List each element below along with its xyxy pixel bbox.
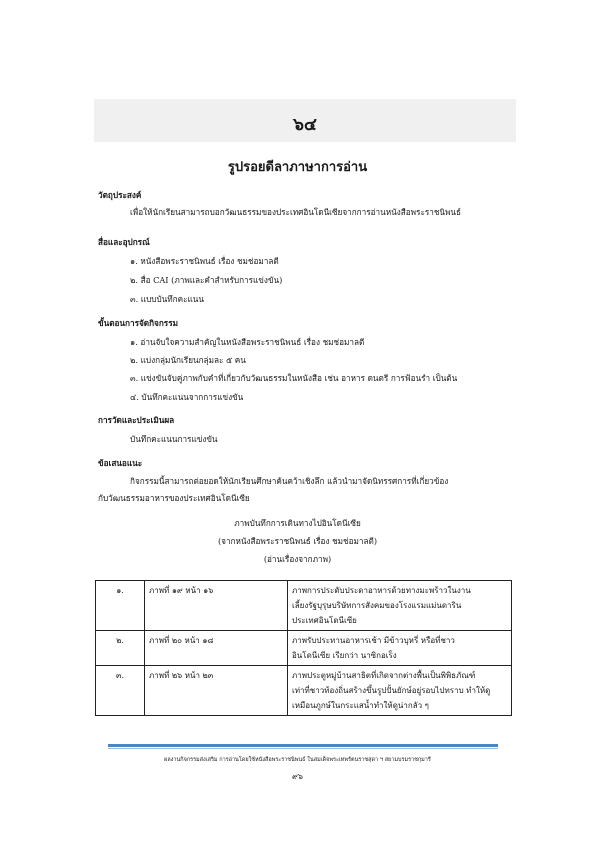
- steps-item: ๓. แข่งขันจับคู่ภาพกับคำที่เกี่ยวกับวัฒนธรรมในหนังสือ เช่น อาหาร ดนตรี การฟ้อนรำ เป็นต้น: [130, 373, 458, 383]
- table-row: [96, 631, 512, 666]
- row-description-line: เท่าที่ชาวท้องถิ่นสร้างขึ้นรูปปั้นยักษ์อยู่รอบไปทราบ ทำให้ดู: [292, 686, 491, 695]
- table-caption-line: (จากหนังสือพระราชนิพนธ์ เรื่อง ชมช่อมาลตี): [217, 536, 378, 546]
- steps-item: ๑. อ่านจับใจความสำคัญในหนังสือพระราชนิพนธ์ เรื่อง ชมช่อมาลตี: [130, 337, 365, 347]
- row-description-line: ภาพประตูหมู่บ้านสาธิตที่เกิดจากต่างพื้นเป็นพิพิธภัณฑ์: [292, 671, 476, 680]
- steps-item: ๔. บันทึกคะแนนจากการแข่งขัน: [130, 392, 244, 402]
- row-description-line: ภาพการประดับประดาอาหารด้วยทางมะพร้าวในงาน: [292, 586, 471, 595]
- photo-log-table: [95, 580, 512, 716]
- table-caption-line: ภาพบันทึกการเดินทางไปอินโดนีเซีย: [234, 518, 361, 528]
- row-description: [288, 581, 512, 631]
- row-number: ๒.: [96, 631, 145, 666]
- document-title: รูปรอยดีลาภาษาการอ่าน: [227, 160, 368, 175]
- table-row: [96, 666, 512, 716]
- row-page-ref: ภาพที่ ๑๙ หน้า ๑๖: [145, 581, 288, 631]
- suggestion-line: กับวัฒนธรรมอาหารของประเทศอินโดนีเซีย: [98, 493, 250, 503]
- row-page-ref: ภาพที่ ๒๖ หน้า ๒๓: [145, 666, 288, 716]
- row-description-line: เหมือนภูกษ์ในกระแสน้ำทำให้ดูน่ากลัว ๆ: [292, 701, 429, 710]
- row-description-line: ภาพรับประทานอาหารเช้า มีข้าวบุหรี่ หรือที่ชาว: [292, 636, 455, 645]
- objective-heading: วัตถุประสงค์: [98, 190, 142, 200]
- table-caption-line: (อ่านเรื่องจากภาพ): [263, 554, 332, 564]
- suggestion-line: กิจกรรมนี้สามารถต่อยอดให้นักเรียนศึกษาค้นคว้าเชิงลึก แล้วนำมาจัดนิทรรศการที่เกี่ยวข้อง: [130, 476, 449, 486]
- page-number-box: [94, 99, 516, 142]
- folio-number: ๙๖: [292, 772, 303, 781]
- evaluation-text: บันทึกคะแนนการแข่งขัน: [130, 434, 218, 444]
- materials-item: ๑. หนังสือพระราชนิพนธ์ เรื่อง ชมช่อมาลตี: [130, 256, 279, 266]
- row-description: [288, 631, 512, 666]
- materials-item: ๒. สื่อ CAI (ภาพและคำสำหรับการแข่งขัน): [130, 275, 283, 285]
- suggestion-heading: ข้อเสนอแนะ: [98, 458, 143, 468]
- evaluation-heading: การวัดและประเมินผล: [98, 415, 175, 425]
- row-number: ๑.: [96, 581, 145, 631]
- footer-rule: [108, 744, 498, 747]
- row-description-line: เลี้ยงรัฐบุรุษบริษัทการสังคมของโรงแรมแม่นดาริน: [292, 601, 462, 610]
- row-description: [288, 666, 512, 716]
- steps-item: ๒. แบ่งกลุ่มนักเรียนกลุ่มละ ๕ คน: [130, 355, 246, 365]
- materials-heading: สื่อและอุปกรณ์: [98, 237, 150, 247]
- row-page-ref: ภาพที่ ๒๐ หน้า ๑๘: [145, 631, 288, 666]
- row-description-line: ประเทศอินโดนีเซีย: [292, 616, 357, 625]
- steps-heading: ขั้นตอนการจัดกิจกรรม: [98, 318, 178, 328]
- table-row: [96, 581, 512, 631]
- row-number: ๓.: [96, 666, 145, 716]
- footer-rule-thin: [108, 748, 498, 749]
- row-description-line: อินโดนีเซีย เรียกว่า นาซิกอเร็ง: [292, 651, 397, 660]
- footer-text: ผลงานกิจกรรมส่งเสริม การอ่านโดยใช้หนังสือพระราชนิพนธ์ ในสมเด็จพระเทพรัตนราชสุดา ฯ สยามบรมราชกุมารี: [164, 757, 431, 763]
- objective-text: เพื่อให้นักเรียนสามารถบอกวัฒนธรรมของประเทศอินโดนีเซียจากการอ่านหนังสือพระราชนิพนธ์: [130, 207, 461, 217]
- materials-item: ๓. แบบบันทึกคะแนน: [130, 294, 204, 304]
- page-number: ๖๔: [293, 115, 317, 135]
